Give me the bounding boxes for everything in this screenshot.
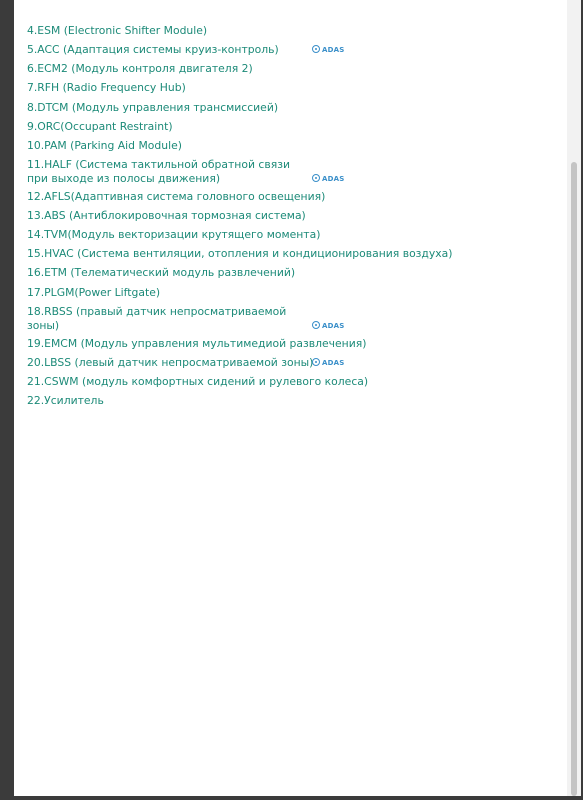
- list-item: [27, 356, 547, 370]
- adas-badge: ADAS: [312, 174, 345, 183]
- item-text: 8.DTCM (Модуль управления трансмиссией): [27, 101, 279, 114]
- list-item: [27, 286, 547, 300]
- adas-badge: ADAS: [312, 45, 345, 54]
- item-text: 14.TVM(Модуль векторизации крутящего момента): [27, 228, 321, 241]
- item-text: 15.HVAC (Система вентиляции, отопления и кондиционирования воздуха): [27, 247, 453, 260]
- adas-badge: ADAS: [312, 358, 345, 367]
- item-text: 6.ECM2 (Модуль контроля двигателя 2): [27, 62, 253, 75]
- document-page: [14, 0, 581, 796]
- list-item: [27, 158, 547, 186]
- item-text: 10.PAM (Parking Aid Module): [27, 139, 182, 152]
- list-item: [27, 62, 547, 76]
- list-item: [27, 394, 547, 408]
- list-item: [27, 375, 547, 389]
- item-text: 7.RFH (Radio Frequency Hub): [27, 81, 186, 94]
- list-item: [27, 81, 547, 95]
- list-item: [27, 266, 547, 280]
- item-text: 20.LBSS (левый датчик непросматриваемой зоны): [27, 356, 314, 369]
- list-item: [27, 43, 547, 57]
- list-item: [27, 247, 547, 261]
- item-text: 5.ACC (Адаптация системы круиз-контроль): [27, 43, 279, 56]
- list-item: [27, 228, 547, 242]
- adas-badge: ADAS: [312, 321, 345, 330]
- item-text: 12.AFLS(Адаптивная система головного освещения): [27, 190, 326, 203]
- circle-dot-icon: [312, 358, 320, 366]
- list-item: [27, 101, 547, 115]
- scrollbar[interactable]: [567, 0, 581, 796]
- list-item: [27, 190, 547, 204]
- item-text: 19.EMCM (Модуль управления мультимедиой развлечения): [27, 337, 367, 350]
- item-text: 4.ESM (Electronic Shifter Module): [27, 24, 208, 37]
- list-item: [27, 24, 547, 38]
- item-text: 18.RBSS (правый датчик непросматриваемой зоны): [27, 305, 287, 332]
- list-item: [27, 209, 547, 223]
- item-text: 11.HALF (Система тактильной обратной связи при выходе из полосы движения): [27, 158, 290, 185]
- item-text: 13.ABS (Антиблокировочная тормозная система): [27, 209, 306, 222]
- circle-dot-icon: [312, 174, 320, 182]
- item-text: 16.ETM (Телематический модуль развлечений): [27, 266, 296, 279]
- list-item: [27, 120, 547, 134]
- list-item: [27, 139, 547, 153]
- item-text: 9.ORC(Occupant Restraint): [27, 120, 173, 133]
- item-text: 22.Усилитель: [27, 394, 104, 407]
- scrollbar-thumb[interactable]: [571, 162, 577, 796]
- circle-dot-icon: [312, 321, 320, 329]
- item-text: 17.PLGM(Power Liftgate): [27, 286, 161, 299]
- circle-dot-icon: [312, 45, 320, 53]
- list-item: [27, 337, 547, 351]
- list-item: [27, 305, 547, 333]
- item-text: 21.CSWM (модуль комфортных сидений и рулевого колеса): [27, 375, 369, 388]
